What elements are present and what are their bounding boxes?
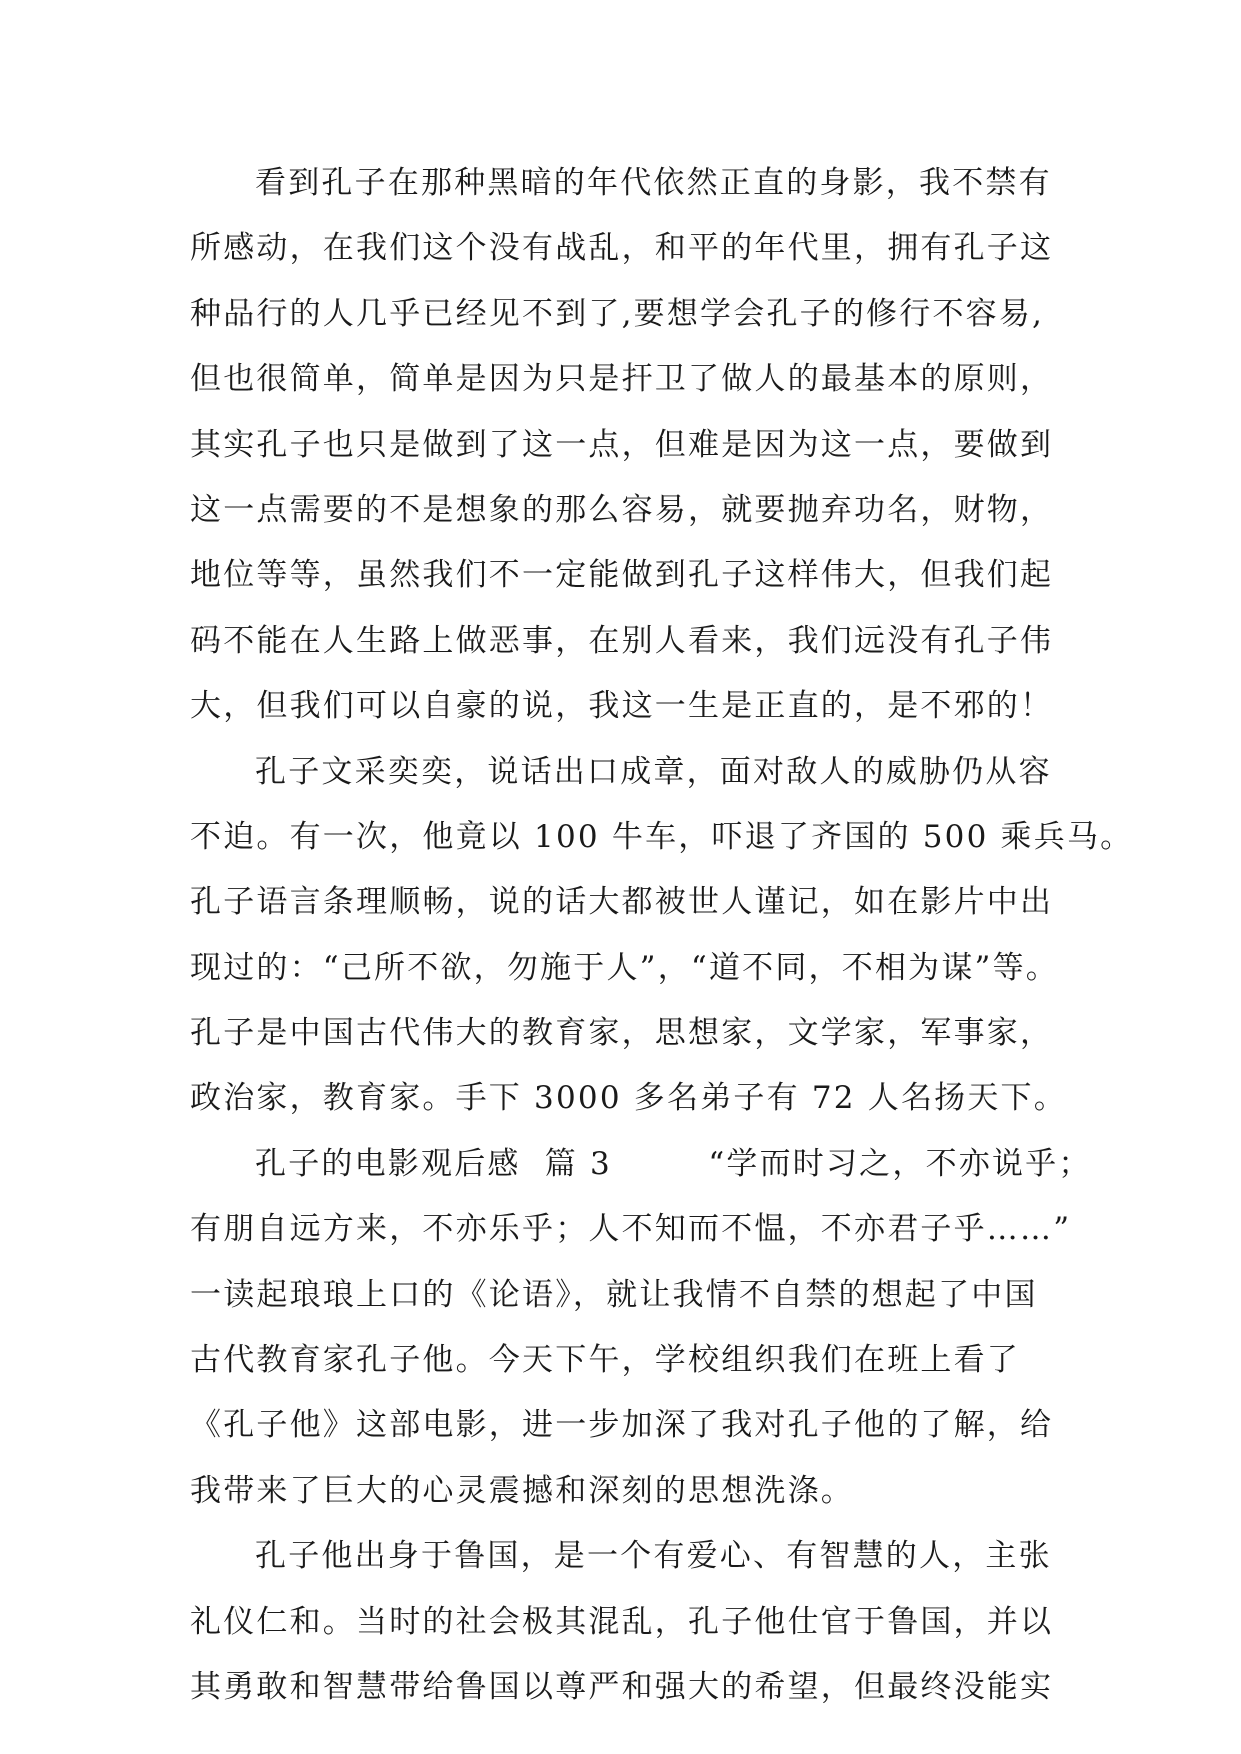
text-line: 不迫。有一次，他竟以 100 牛车，吓退了齐国的 500 乘兵马。 — [190, 818, 1134, 855]
text-line: 其实孔子也只是做到了这一点，但难是因为这一点，要做到 — [190, 426, 1054, 463]
text-line: 其勇敢和智慧带给鲁国以尊严和强大的希望，但最终没能实 — [190, 1668, 1054, 1705]
text-line: 大，但我们可以自豪的说，我这一生是正直的，是不邪的！ — [190, 688, 1054, 725]
section-heading-line: 孔子的电影观后感 篇 3 “学而时习之，不亦说乎； — [255, 1145, 1092, 1182]
text-line: 这一点需要的不是想象的那么容易，就要抛弃功名，财物， — [190, 491, 1054, 528]
text-line: 但也很简单，简单是因为只是扞卫了做人的最基本的原则， — [190, 361, 1054, 398]
text-line: 政治家，教育家。手下 3000 多名弟子有 72 人名扬天下。 — [190, 1080, 1067, 1117]
text-line: 孔子语言条理顺畅，说的话大都被世人谨记，如在影片中出 — [190, 884, 1054, 921]
text-line: 现过的：“己所不欲，勿施于人”，“道不同，不相为谋”等。 — [190, 949, 1059, 986]
text-line: 有朋自远方来，不亦乐乎；人不知而不愠，不亦君子乎……” — [190, 1211, 1072, 1248]
text-line: 《孔子他》这部电影，进一步加深了我对孔子他的了解，给 — [190, 1407, 1054, 1444]
text-line: 孔子是中国古代伟大的教育家，思想家，文学家，军事家， — [190, 1015, 1054, 1052]
text-line: 孔子他出身于鲁国，是一个有爱心、有智慧的人，主张 — [255, 1538, 1052, 1575]
text-line: 看到孔子在那种黑暗的年代依然正直的身影，我不禁有 — [255, 165, 1052, 201]
text-line: 地位等等，虽然我们不一定能做到孔子这样伟大，但我们起 — [190, 557, 1054, 594]
text-line: 古代教育家孔子他。今天下午，学校组织我们在班上看了 — [190, 1342, 1020, 1379]
text-line: 码不能在人生路上做恶事，在别人看来，我们远没有孔子伟 — [190, 622, 1054, 659]
text-line: 孔子文采奕奕，说话出口成章，面对敌人的威胁仍从容 — [255, 753, 1052, 790]
text-line: 礼仪仁和。当时的社会极其混乱，孔子他仕官于鲁国，并以 — [190, 1603, 1054, 1640]
document-body — [190, 165, 1134, 1734]
text-line: 所感动，在我们这个没有战乱，和平的年代里，拥有孔子这 — [190, 230, 1054, 267]
text-line: 一读起琅琅上口的《论语》，就让我情不自禁的想起了中国 — [190, 1276, 1038, 1313]
text-line: 我带来了巨大的心灵震撼和深刻的思想洗涤。 — [190, 1472, 854, 1509]
text-line: 种品行的人几乎已经见不到了,要想学会孔子的修行不容易, — [190, 295, 1045, 332]
